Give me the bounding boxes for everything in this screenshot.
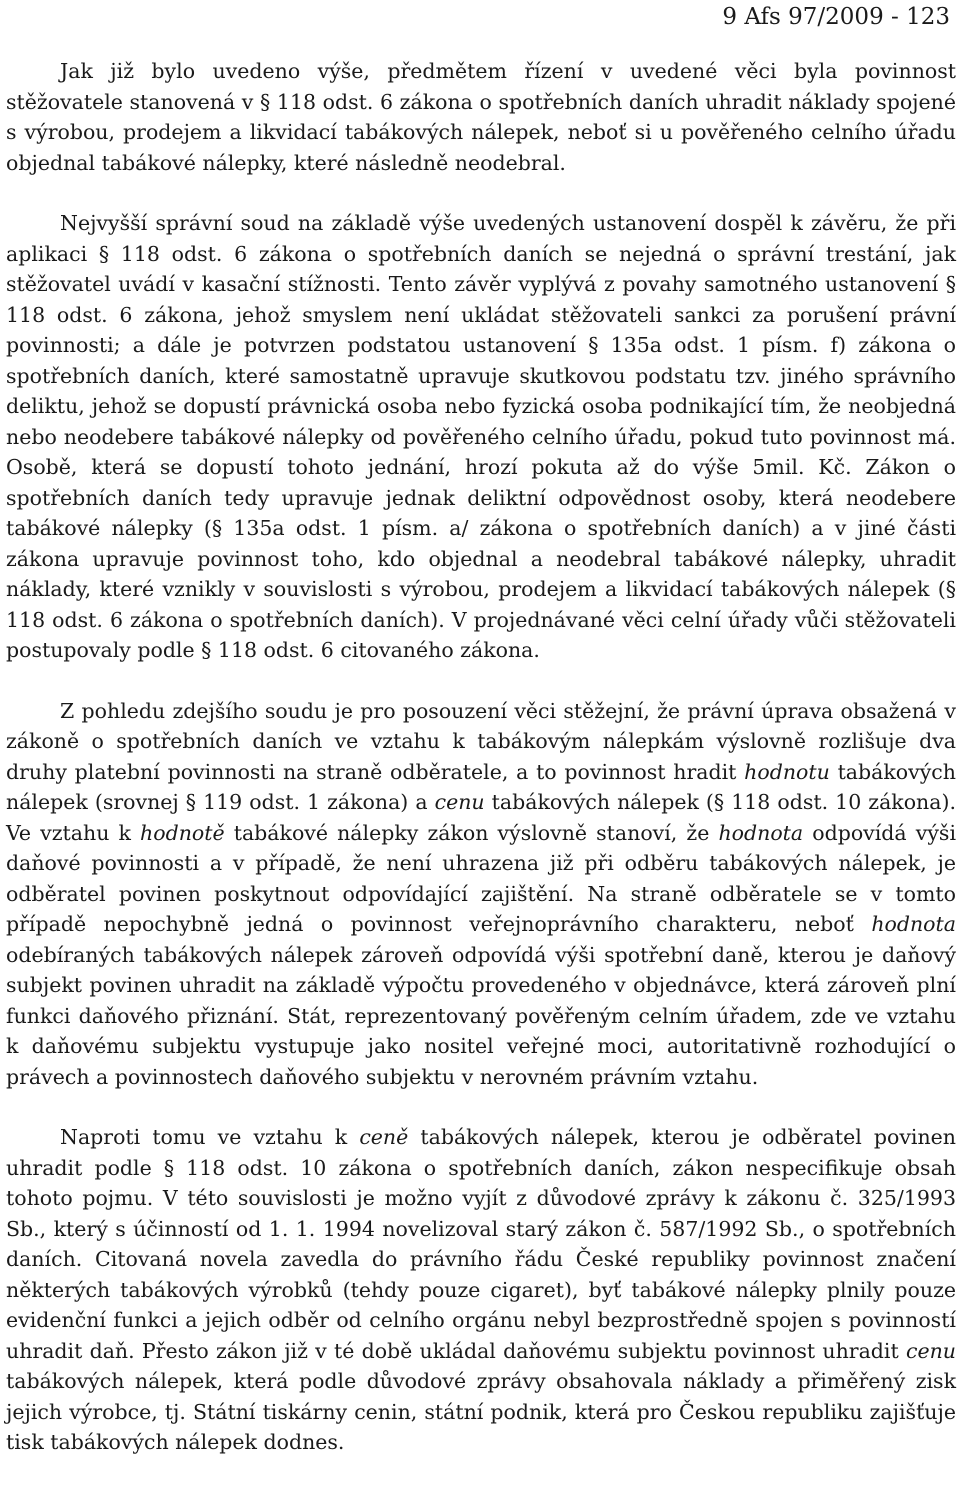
italic-term: hodnotu	[744, 759, 830, 784]
case-number: 9 Afs 97/2009 - 123	[722, 4, 950, 30]
paragraph-2	[6, 208, 956, 666]
paragraph-text: tabákových nálepek (§ 118 odst. 10 zákona). Ve vztahu k	[6, 790, 956, 845]
italic-term: cenu	[434, 790, 485, 814]
document-body	[6, 56, 956, 1488]
paragraph-text: tabákových nálepek, která podle důvodové zprávy obsahovala náklady a přiměřený zisk jejich výrobce, tj. Státní tiskárny cenin, státní podnik, která pro Českou republiku zajišťuje tisk tabákových nálepek dodnes.	[6, 1369, 956, 1454]
paragraph-text: odebíraných tabákových nálepek zároveň odpovídá výši spotřební daně, kterou je daňový subjekt povinen uhradit na základě výpočtu provedeného v objednávce, která zároveň plní funkci daňového přiznání. Stát, reprezentovaný pověřeným celním úřadem, zde ve vztahu k daňovému subjektu vystupuje jako nositel veřejné moci, autoritativně rozhodující o právech a povinnostech daňového subjektu v nerovném právním vztahu.	[6, 942, 956, 1089]
paragraph-text: Z pohledu zdejšího soudu je pro posouzení věci stěžejní, že právní úprava obsažená v zákoně o spotřebních daních ve vztahu k tabákovým nálepkám výslovně rozlišuje dva druhy platební povinnosti na straně odběratele, a to povinnost hradit	[6, 698, 956, 784]
paragraph-text: tabákových nálepek (srovnej § 119 odst. 1 zákona) a	[6, 759, 956, 814]
paragraph-text: tabákových nálepek, kterou je odběratel povinen uhradit podle § 118 odst. 10 zákona o spotřebních daních, zákon nespecifikuje obsah tohoto pojmu. V této souvislosti je možno vyjít z důvodové zprávy k zákonu č. 325/1993 Sb., který s účinností od 1. 1. 1994 novelizoval starý zákon č. 587/1992 Sb., o spotřebních daních. Citovaná novela zavedla do právního řádu České republiky povinnost značení některých tabákových výrobků (tehdy pouze cigaret), byť tabákové nálepky plnily pouze evidenční funkci a jejich odběr od celního orgánu nebyl bezprostředně spojen s povinností uhradit daň. Přesto zákon již v té době ukládal daňovému subjektu povinnost uhradit	[6, 1125, 956, 1363]
italic-term: hodnotě	[140, 820, 225, 845]
italic-term: hodnota	[871, 912, 956, 936]
paragraph-text: Nejvyšší správní soud na základě výše uvedených ustanovení dospěl k závěru, že při aplikaci § 118 odst. 6 zákona o spotřebních daních se nejedná o správní trestání, jak stěžovatel uvádí v kasační stížnosti. Tento závěr vyplývá z povahy samotného ustanovení § 118 odst. 6 zákona, jehož smyslem není ukládat stěžovateli sankci za porušení právní povinnosti; a dále je potvrzen podstatou ustanovení § 135a odst. 1 písm. f) zákona o spotřebních daních, které samostatně upravuje skutkovou podstatu tzv. jiného správního deliktu, jehož se dopustí právnická osoba nebo fyzická osoba podnikající tím, že neobjedná nebo neodebere tabákové nálepky od pověřeného celního úřadu, pokud tuto povinnost má. Osobě, která se dopustí tohoto jednání, hrozí pokuta až do výše 5mil. Kč. Zákon o spotřebních daních tedy upravuje jednak deliktní odpovědnost osoby, která neodebere tabákové nálepky (§ 135a odst. 1 písm. a/ zákona o spotřebních daních) a v jiné části zákona upravuje povinnost toho, kdo objednal a neodebral tabákové nálepky, uhradit náklady, které vznikly v souvislosti s výrobou, prodejem a likvidací tabákových nálepek (§ 118 odst. 6 zákona o spotřebních daních). V projednávané věci celní úřady vůči stěžovateli postupovaly podle § 118 odst. 6 citovaného zákona.	[6, 211, 956, 662]
paragraph-3	[6, 696, 956, 1093]
italic-term: hodnota	[718, 820, 804, 845]
italic-term: cenu	[905, 1338, 956, 1363]
paragraph-1	[6, 56, 956, 178]
paragraph-4	[6, 1122, 956, 1458]
paragraph-text: tabákové nálepky zákon výslovně stanoví, že	[224, 820, 719, 845]
paragraph-text: Naproti tomu ve vztahu k	[60, 1125, 360, 1149]
italic-term: ceně	[359, 1125, 409, 1149]
paragraph-text: Jak již bylo uvedeno výše, předmětem řízení v uvedené věci byla povinnost stěžovatele stanovená v § 118 odst. 6 zákona o spotřebních daních uhradit náklady spojené s výrobou, prodejem a likvidací tabákových nálepek, neboť si u pověřeného celního úřadu objednal tabákové nálepky, které následně neodebral.	[6, 59, 956, 175]
paragraph-text: odpovídá výši daňové povinnosti a v případě, že není uhrazena již při odběru tabákových nálepek, je odběratel povinen poskytnout odpovídající zajištění. Na straně odběratele se v tomto případě nepochybně jedná o povinnost veřejnoprávního charakteru, neboť	[6, 820, 956, 936]
